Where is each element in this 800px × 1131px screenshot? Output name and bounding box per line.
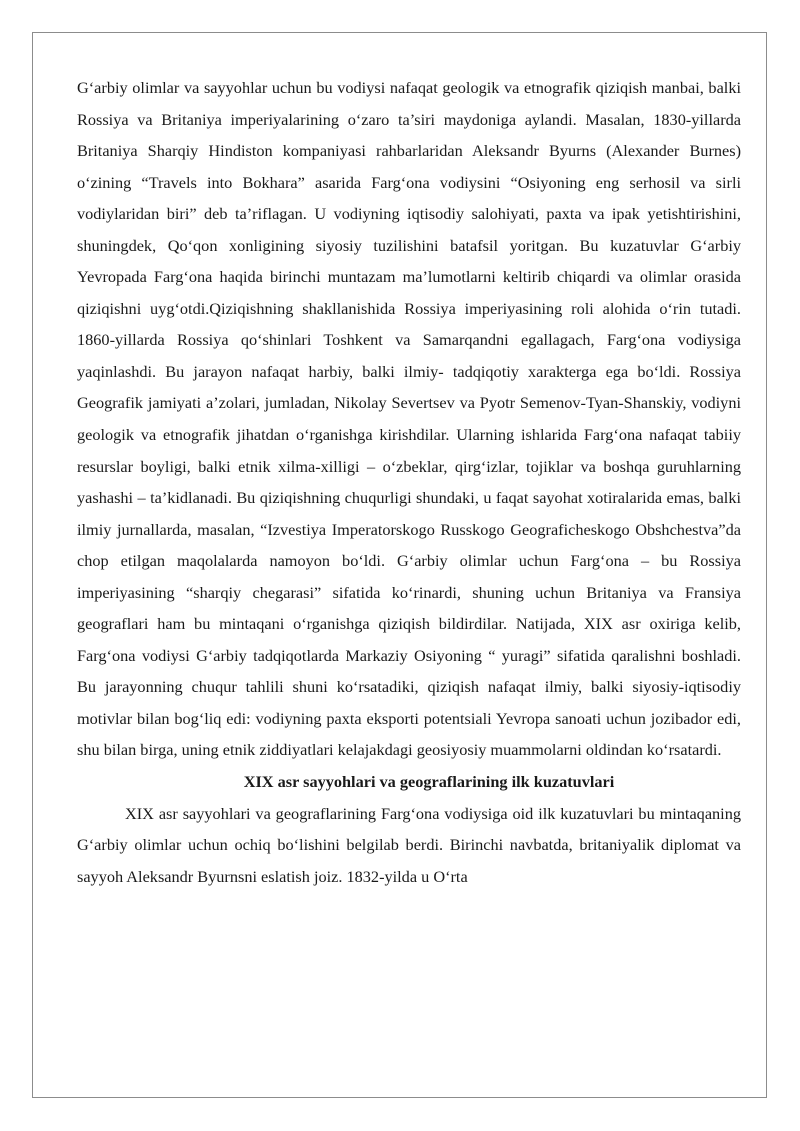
section-heading: XIX asr sayyohlari va geograflarining ilk kuzatuvlari — [243, 772, 615, 792]
document-body — [77, 72, 741, 892]
body-paragraph: G‘arbiy olimlar va sayyohlar uchun bu vodiysi nafaqat geologik va etnografik qiziqish manbai, balki Rossiya va Britaniya imperiyalarining o‘zaro ta’siri maydoniga aylandi. Masalan, 1830-yillarda Britaniya Sharqiy Hindiston kompaniyasi rahbarlaridan Aleksandr Byurns (Alexander Burnes) o‘zining “Travels into Bokhara” asarida Farg‘ona vodiysini “Osiyoning eng serhosil va sirli vodiylaridan biri” deb ta’riflagan. U vodiyning iqtisodiy salohiyati, paxta va ipak yetishtirishini, shuningdek, Qo‘qon xonligining siyosiy tuzilishini batafsil yoritgan. Bu kuzatuvlar G‘arbiy Yevropada Farg‘ona haqida birinchi muntazam ma’lumotlarni keltirib chiqardi va olimlar orasida qiziqishni uyg‘otdi.Qiziqishning shakllanishida Rossiya imperiyasining roli alohida o‘rin tutadi. 1860-yillarda Rossiya qo‘shinlari Toshkent va Samarqandni egallagach, Farg‘ona vodiysiga yaqinlashdi. Bu jarayon nafaqat harbiy, balki ilmiy- tadqiqotiy xarakterga ega bo‘ldi. Rossiya Geografik jamiyati a’zolari, jumladan, Nikolay Severtsev va Pyotr Semenov-Tyan-Shanskiy, vodiyni geologik va etnografik jihatdan o‘rganishga kirishdilar. Ularning ishlarida Farg‘ona nafaqat tabiiy resurslar boyligi, balki etnik xilma-xilligi – o‘zbeklar, qirg‘izlar, tojiklar va boshqa guruhlarning yashashi – ta’kidlanadi. Bu qiziqishning chuqurligi shundaki, u faqat sayohat xotiralarida emas, balki ilmiy jurnallarda, masalan, “Izvestiya Imperatorskogo Russkogo Geograficheskogo Obshchestva”da chop etilgan maqolalarda namoyon bo‘ldi. G‘arbiy olimlar uchun Farg‘ona – bu Rossiya imperiyasining “sharqiy chegarasi” sifatida ko‘rinardi, shuning uchun Britaniya va Fransiya geograflari ham bu mintaqani o‘rganishga qiziqish bildirdilar. Natijada, XIX asr oxiriga kelib, Farg‘ona vodiysi G‘arbiy tadqiqotlarda Markaziy Osiyoning “ yuragi” sifatida qaralishni boshladi. Bu jarayonning chuqur tahlili shuni ko‘rsatadiki, qiziqish nafaqat ilmiy, balki siyosiy-iqtisodiy motivlar bilan bog‘liq edi: vodiyning paxta eksporti potentsiali Yevropa sanoati uchun jozibador edi, shu bilan birga, uning etnik ziddiyatlari kelajakdagi geosiyosiy muammolarni oldindan ko‘rsatardi. — [77, 78, 741, 760]
body-paragraph: XIX asr sayyohlari va geograflarining Farg‘ona vodiysiga oid ilk kuzatuvlari bu mintaqaning G‘arbiy olimlar uchun ochiq bo‘lishini belgilab berdi. Birinchi navbatda, britaniyalik diplomat va sayyoh Aleksandr Byurnsni eslatish joiz. 1832-yilda u O‘rta — [77, 803, 741, 886]
